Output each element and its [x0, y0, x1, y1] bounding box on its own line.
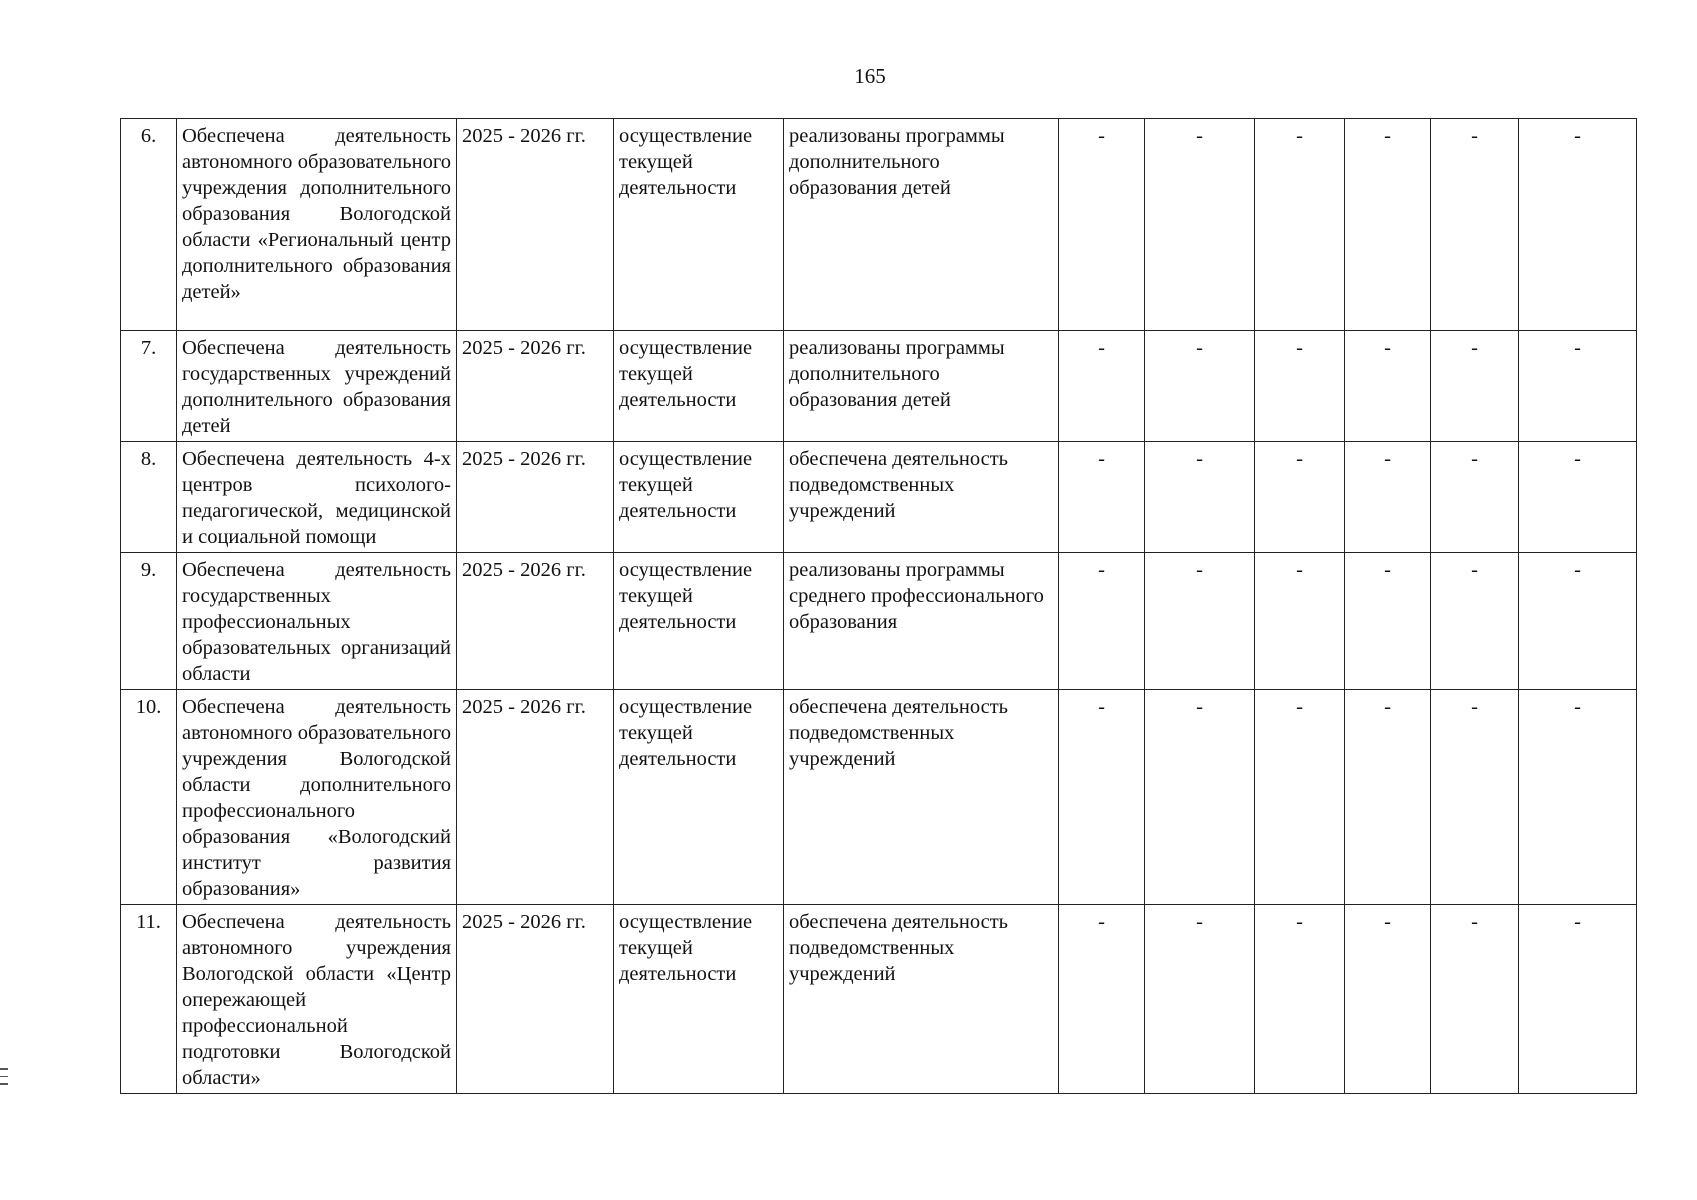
expected-result: обеспечена деятельность подведомственных учреждений: [784, 905, 1059, 1094]
table-row: [121, 442, 1637, 553]
page-number: 165: [854, 64, 886, 88]
implementation-period: 2025 - 2026 гг.: [457, 331, 614, 442]
expected-result: обеспечена деятельность подведомственных учреждений: [784, 442, 1059, 553]
measure-type: осуществление текущей деятельности: [614, 331, 784, 442]
implementation-period: 2025 - 2026 гг.: [457, 119, 614, 331]
value-cell: -: [1519, 331, 1637, 442]
measures-table: [120, 118, 1637, 1094]
value-cell: -: [1145, 905, 1255, 1094]
value-cell: -: [1345, 690, 1431, 905]
expected-result: реализованы программы дополнительного образования детей: [784, 331, 1059, 442]
value-cell: -: [1345, 905, 1431, 1094]
implementation-period: 2025 - 2026 гг.: [457, 690, 614, 905]
table-row: [121, 119, 1637, 331]
value-cell: -: [1431, 119, 1519, 331]
value-cell: -: [1059, 331, 1145, 442]
value-cell: -: [1255, 553, 1345, 690]
value-cell: -: [1431, 690, 1519, 905]
table-row: [121, 690, 1637, 905]
measure-name: Обеспечена деятельность автономного учреждения Вологодской области «Центр опережающей профессиональной подготовки Вологодской области»: [177, 905, 457, 1094]
value-cell: -: [1255, 119, 1345, 331]
table-row: [121, 553, 1637, 690]
value-cell: -: [1059, 905, 1145, 1094]
expected-result: обеспечена деятельность подведомственных учреждений: [784, 690, 1059, 905]
value-cell: -: [1059, 553, 1145, 690]
value-cell: -: [1345, 119, 1431, 331]
measure-name: Обеспечена деятельность автономного образовательного учреждения дополнительного образования Вологодской области «Региональный центр дополнительного образования детей»: [177, 119, 457, 331]
measure-name: Обеспечена деятельность государственных профессиональных образовательных организаций области: [177, 553, 457, 690]
measure-type: осуществление текущей деятельности: [614, 905, 784, 1094]
row-number: 7.: [121, 331, 177, 442]
value-cell: -: [1059, 442, 1145, 553]
value-cell: -: [1519, 119, 1637, 331]
value-cell: -: [1519, 442, 1637, 553]
measure-type: осуществление текущей деятельности: [614, 442, 784, 553]
value-cell: -: [1431, 905, 1519, 1094]
value-cell: -: [1145, 331, 1255, 442]
value-cell: -: [1255, 442, 1345, 553]
expected-result: реализованы программы дополнительного образования детей: [784, 119, 1059, 331]
value-cell: -: [1345, 553, 1431, 690]
value-cell: -: [1519, 553, 1637, 690]
table-row: [121, 905, 1637, 1094]
scan-edge-marks: [0, 1068, 8, 1090]
measure-name: Обеспечена деятельность автономного образовательного учреждения Вологодской области дополнительного профессионального образования «Вологодский институт развития образования»: [177, 690, 457, 905]
value-cell: -: [1145, 119, 1255, 331]
row-number: 8.: [121, 442, 177, 553]
row-number: 6.: [121, 119, 177, 331]
value-cell: -: [1345, 331, 1431, 442]
measure-type: осуществление текущей деятельности: [614, 690, 784, 905]
implementation-period: 2025 - 2026 гг.: [457, 442, 614, 553]
value-cell: -: [1431, 331, 1519, 442]
value-cell: -: [1345, 442, 1431, 553]
value-cell: -: [1145, 442, 1255, 553]
implementation-period: 2025 - 2026 гг.: [457, 905, 614, 1094]
value-cell: -: [1145, 553, 1255, 690]
implementation-period: 2025 - 2026 гг.: [457, 553, 614, 690]
row-number: 9.: [121, 553, 177, 690]
measure-type: осуществление текущей деятельности: [614, 119, 784, 331]
value-cell: -: [1145, 690, 1255, 905]
value-cell: -: [1059, 690, 1145, 905]
table-row: [121, 331, 1637, 442]
value-cell: -: [1519, 690, 1637, 905]
value-cell: -: [1519, 905, 1637, 1094]
measure-type: осуществление текущей деятельности: [614, 553, 784, 690]
value-cell: -: [1431, 553, 1519, 690]
measure-name: Обеспечена деятельность 4-х центров психолого-педагогической, медицинской и социальной помощи: [177, 442, 457, 553]
value-cell: -: [1431, 442, 1519, 553]
row-number: 10.: [121, 690, 177, 905]
value-cell: -: [1255, 905, 1345, 1094]
measure-name: Обеспечена деятельность государственных учреждений дополнительного образования детей: [177, 331, 457, 442]
value-cell: -: [1059, 119, 1145, 331]
row-number: 11.: [121, 905, 177, 1094]
value-cell: -: [1255, 331, 1345, 442]
expected-result: реализованы программы среднего профессионального образования: [784, 553, 1059, 690]
value-cell: -: [1255, 690, 1345, 905]
